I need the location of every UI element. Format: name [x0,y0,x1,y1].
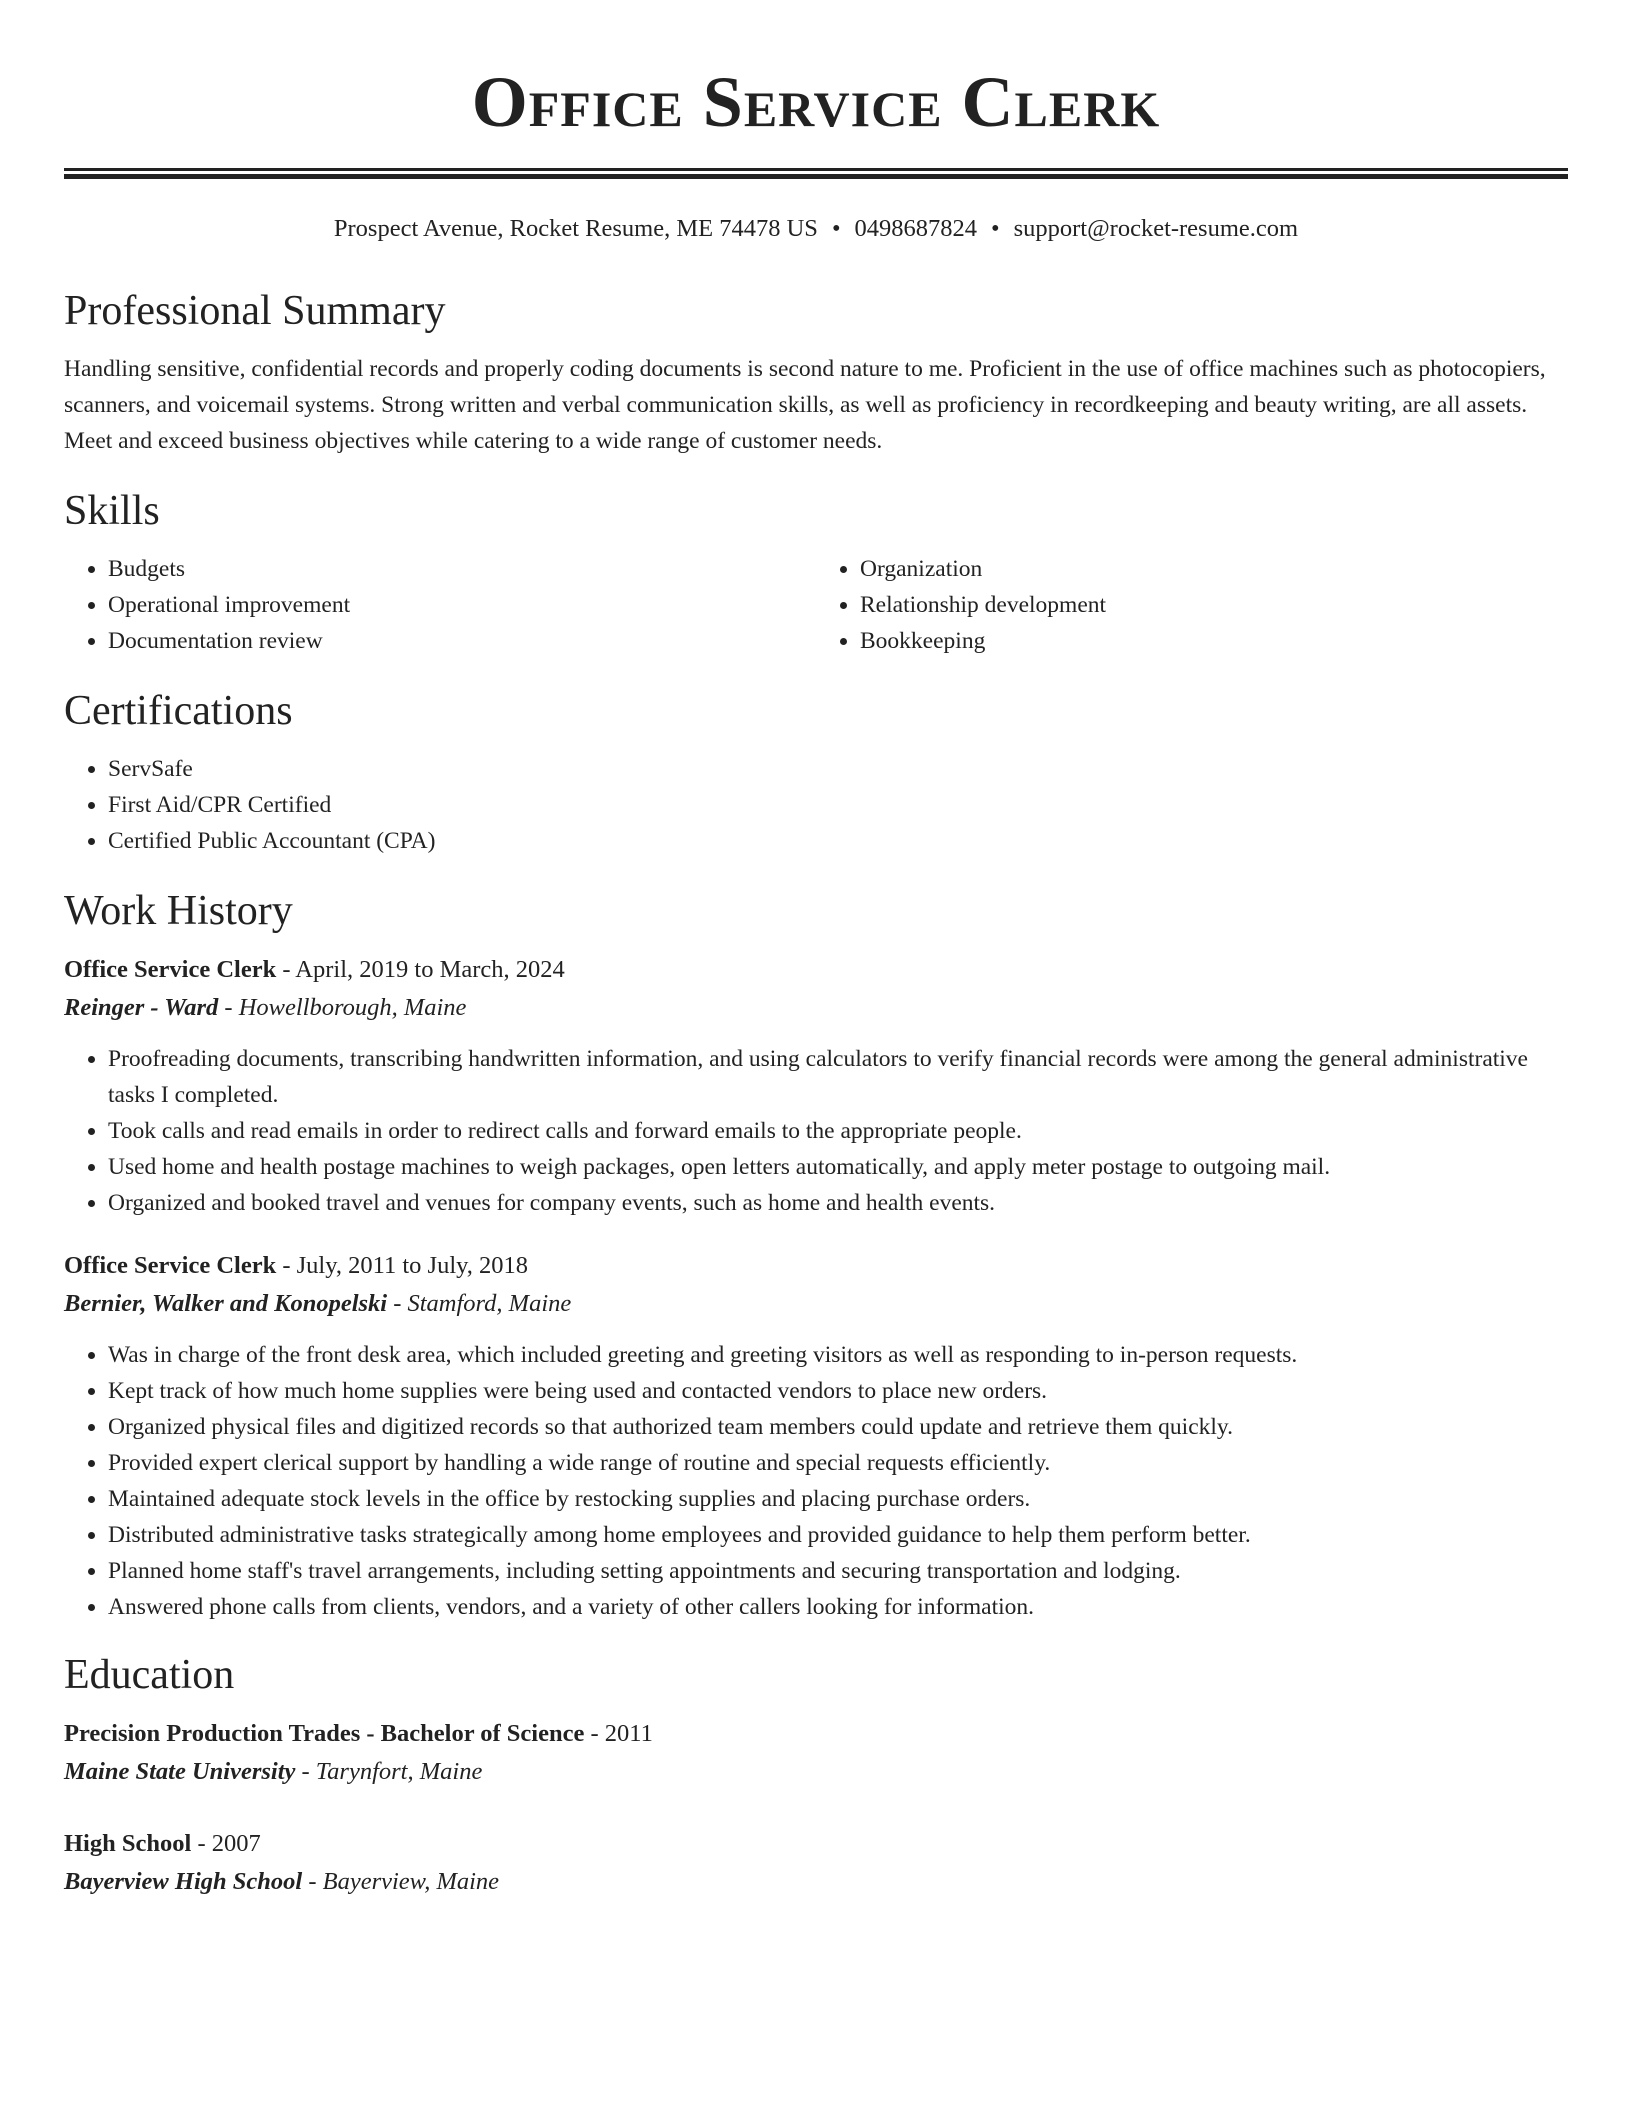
section-heading-work-history: Work History [64,888,293,934]
job-title: Office Service Clerk [64,956,277,983]
skills-grid [64,551,1568,659]
section-heading-summary: Professional Summary [64,288,446,334]
job-bullets [64,1041,1568,1221]
job-bullet: • Distributed administrative tasks strategically among home employees and provided guidance to help them perform better. [108,1517,1568,1553]
job-company: Bernier, Walker and Konopelski [64,1290,388,1317]
certification-item: • Certified Public Accountant (CPA) [108,823,1568,859]
skills-right-column [816,551,1568,659]
education-school-line [64,1863,1568,1901]
certification-item: • First Aid/CPR Certified [108,787,1568,823]
skill-item: • Bookkeeping [860,623,1568,659]
job-title-line [64,1247,1568,1285]
contact-separator: • [831,215,841,242]
job-dates: - July, 2011 to July, 2018 [276,1252,529,1279]
contact-line [64,213,1568,245]
job-bullet: • Used home and health postage machines to weigh packages, open letters automatically, and apply meter postage to outgoing mail. [108,1149,1568,1185]
contact-phone: 0498687824 [854,215,978,242]
job-bullet: • Organized physical files and digitized records so that authorized team members could update and retrieve them quickly. [108,1409,1568,1445]
education-degree: Precision Production Trades - Bachelor of Science [64,1720,585,1747]
job-bullet: • Kept track of how much home supplies were being used and contacted vendors to place new orders. [108,1373,1568,1409]
job-dates: - April, 2019 to March, 2024 [276,956,565,983]
education-degree: High School [64,1830,192,1857]
summary-text: Handling sensitive, confidential records and properly coding documents is second nature to me. Proficient in the use of office machines such as photocopiers, scanners, and voicemail systems. Strong written and verbal communication skills, as well as proficiency in recordkeeping and beauty writing, are all assets. Meet and exceed business objectives while catering to a wide range of customer needs. [64,356,1546,454]
job-bullet: • Took calls and read emails in order to redirect calls and forward emails to the appropriate people. [108,1113,1568,1149]
section-heading-skills: Skills [64,488,160,534]
job-bullet: • Organized and booked travel and venues for company events, such as home and health events. [108,1185,1568,1221]
job-bullet: • Planned home staff's travel arrangements, including setting appointments and securing transportation and lodging. [108,1553,1568,1589]
job-title-line [64,951,1568,989]
education-entry [64,1715,1568,1791]
education-entry [64,1825,1568,1901]
skill-item: • Organization [860,551,1568,587]
job-entry [64,951,1568,1221]
job-entry [64,1247,1568,1625]
skill-item: • Documentation review [108,623,816,659]
certification-item: • ServSafe [108,751,1568,787]
job-bullet: • Proofreading documents, transcribing handwritten information, and using calculators to verify financial records were among the general administrative tasks I completed. [108,1041,1568,1113]
title-double-rule [64,168,1568,179]
contact-email: support@rocket-resume.com [1013,215,1299,242]
education-year: - 2011 [584,1720,653,1747]
resume-name-title: Office Service Clerk [471,62,1161,142]
skill-item: • Relationship development [860,587,1568,623]
section-heading-certifications: Certifications [64,688,293,734]
job-bullet: • Answered phone calls from clients, vendors, and a variety of other callers looking for information. [108,1589,1568,1625]
job-company-line [64,989,1568,1027]
education-location: - Tarynfort, Maine [295,1758,483,1785]
job-location: - Stamford, Maine [387,1290,572,1317]
education-degree-line [64,1715,1568,1753]
section-heading-education: Education [64,1652,235,1698]
job-company: Reinger - Ward [64,994,219,1021]
job-title: Office Service Clerk [64,1252,277,1279]
contact-separator: • [991,215,1000,242]
education-school: Maine State University [64,1758,296,1785]
job-bullets [64,1337,1568,1625]
skills-left-column [64,551,816,659]
education-degree-line [64,1825,1568,1863]
job-company-line [64,1285,1568,1323]
education-school: Bayerview High School [64,1868,303,1895]
education-year: - 2007 [191,1830,261,1857]
skill-item: • Budgets [108,551,816,587]
certifications-list [64,751,1568,859]
skill-item: • Operational improvement [108,587,816,623]
contact-address: Prospect Avenue, Rocket Resume, ME 74478 US [333,215,818,242]
education-school-line [64,1753,1568,1791]
education-location: - Bayerview, Maine [302,1868,500,1895]
job-bullet: • Maintained adequate stock levels in the office by restocking supplies and placing purchase orders. [108,1481,1568,1517]
job-bullet: • Was in charge of the front desk area, which included greeting and greeting visitors as well as responding to in-person requests. [108,1337,1568,1373]
job-bullet: • Provided expert clerical support by handling a wide range of routine and special requests efficiently. [108,1445,1568,1481]
job-location: - Howellborough, Maine [218,994,467,1021]
